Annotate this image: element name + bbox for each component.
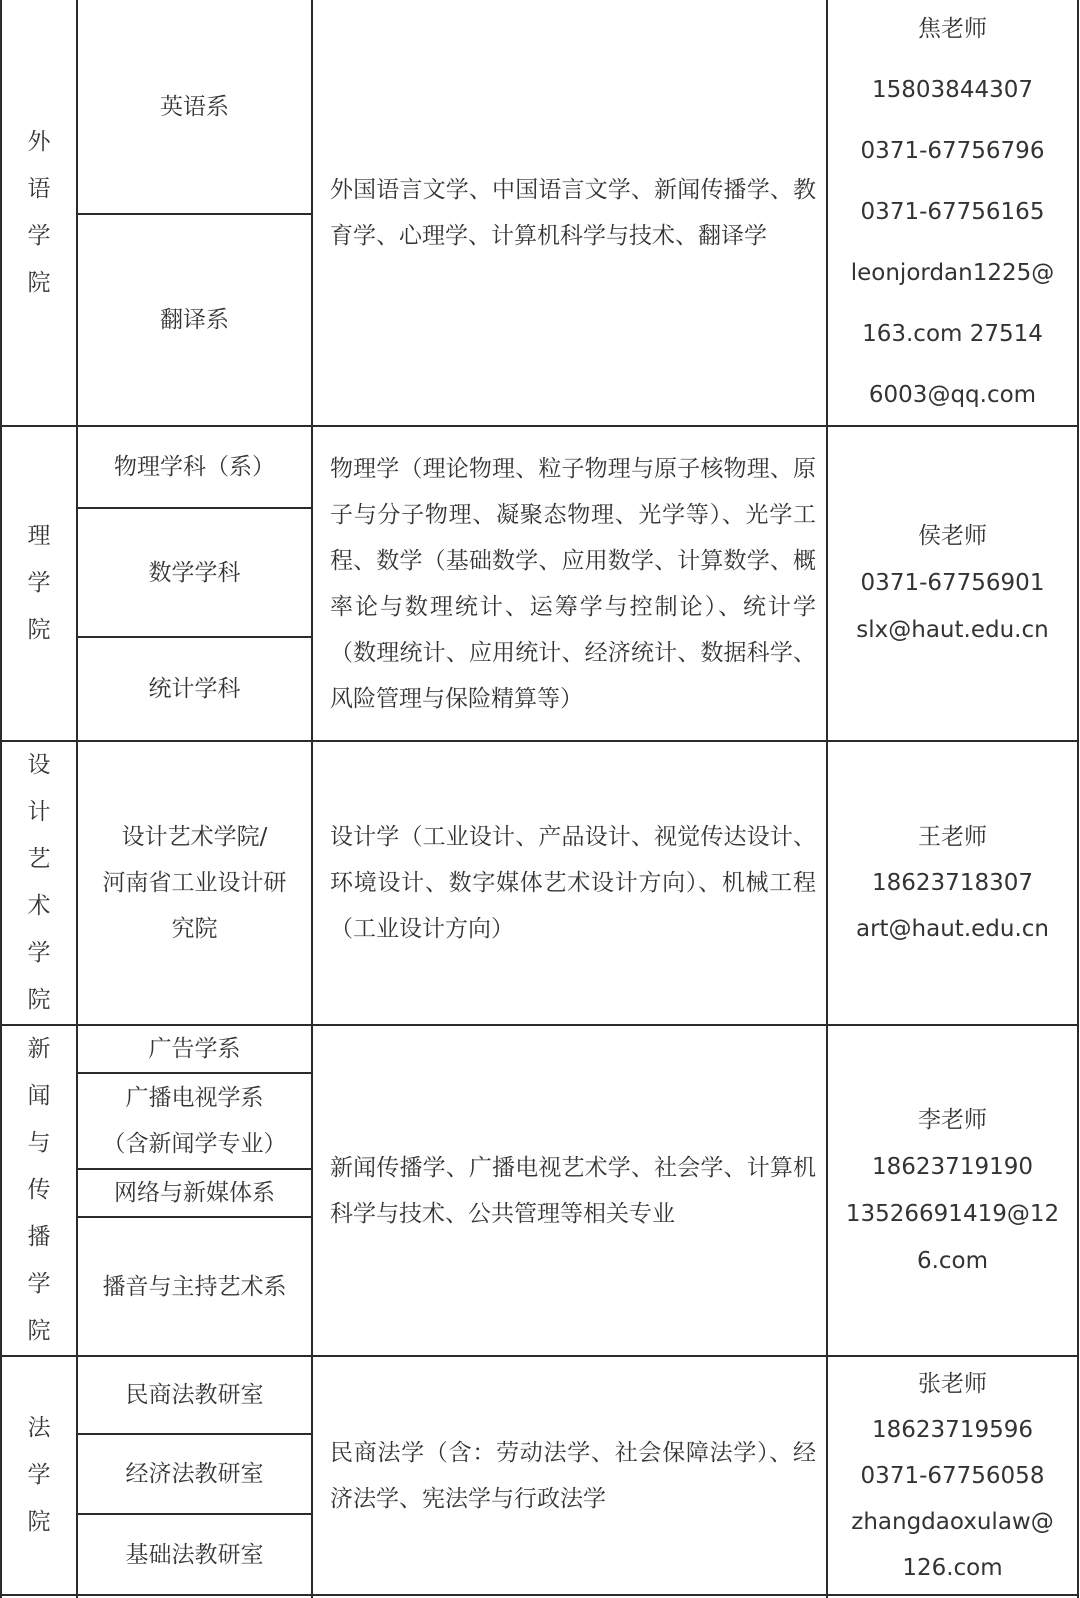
department-cell xyxy=(78,638,311,740)
majors-text: 物理学（理论物理、粒子物理与原子核物理、原子与分子物理、凝聚态物理、光学等）、光学工程、数学（基础数学、应用数学、计算数学、概率论与数理统计、运筹学与控制论）、统计学（数理统计、应用统计、经济统计、数据科学、风险管理与保险精算等） xyxy=(330,455,816,712)
college-name-char: 计 xyxy=(27,799,51,825)
department-cell xyxy=(78,1357,311,1433)
college-name-char: 学 xyxy=(27,222,51,249)
college-name-char: 院 xyxy=(27,1318,51,1344)
department-cell xyxy=(78,1170,311,1216)
college-name-cell xyxy=(2,427,76,740)
contact-phone: 18623718307 xyxy=(872,870,1033,896)
majors-text: 民商法学（含：劳动法学、社会保障法学）、经济法学、宪法学与行政法学 xyxy=(330,1439,816,1512)
contact-teacher: 张老师 xyxy=(918,1370,987,1397)
department-cell xyxy=(78,742,311,1024)
college-name-char: 法 xyxy=(27,1415,51,1441)
contact-teacher: 王老师 xyxy=(918,824,987,850)
college-name-cell xyxy=(2,742,76,1024)
department-name: 广告学系 xyxy=(148,1036,241,1062)
contact-email: 6.com xyxy=(916,1247,989,1274)
contact-teacher: 李老师 xyxy=(918,1106,987,1133)
department-name: 河南省工业设计研 xyxy=(102,870,287,896)
majors-cell xyxy=(313,742,826,1024)
contact-cell xyxy=(828,427,1077,740)
contact-phone: 0371-67756058 xyxy=(860,1462,1045,1489)
college-name-cell xyxy=(2,1357,76,1594)
college-name xyxy=(28,119,51,307)
contact-teacher: 焦老师 xyxy=(918,16,987,42)
department-name: 究院 xyxy=(171,916,218,942)
majors-cell xyxy=(313,0,826,425)
majors-text: 设计学（工业设计、产品设计、视觉传达设计、环境设计、数字媒体艺术设计方向）、机械工程（工业设计方向） xyxy=(330,824,816,942)
college-name-char: 新 xyxy=(27,1036,51,1062)
department-name: 英语系 xyxy=(160,93,229,120)
college-name-char: 术 xyxy=(27,893,51,919)
contact-email: zhangdaoxulaw@ xyxy=(851,1508,1054,1535)
department-name: 基础法教研室 xyxy=(125,1541,264,1568)
department-name: 播音与主持艺术系 xyxy=(102,1273,287,1300)
department-name: 数学学科 xyxy=(148,559,241,586)
college-name xyxy=(28,1026,51,1355)
majors-cell xyxy=(313,1026,826,1355)
college-name-char: 院 xyxy=(27,1509,51,1535)
department-note: （含新闻学专业） xyxy=(102,1131,287,1157)
college-name-cell xyxy=(2,0,76,425)
department-name: 广播电视学系 xyxy=(125,1085,264,1111)
contact-phone: 18623719190 xyxy=(872,1153,1033,1180)
college-name-cell xyxy=(2,1026,76,1355)
college-name-char: 外 xyxy=(27,128,51,155)
majors-cell xyxy=(313,1357,826,1594)
college-name-char: 院 xyxy=(27,269,51,296)
department-name: 翻译系 xyxy=(160,307,229,333)
contact-phone: 0371-67756901 xyxy=(860,570,1045,596)
contact-phone: 15803844307 xyxy=(872,77,1033,103)
contact-cell xyxy=(828,1357,1077,1594)
contact-email: 13526691419@12 xyxy=(845,1200,1060,1227)
contact-phone: 18623719596 xyxy=(872,1416,1033,1443)
college-name xyxy=(28,1405,51,1546)
contact-phone: 0371-67756796 xyxy=(860,138,1045,164)
department-cell xyxy=(78,427,311,507)
contact-email: 163.com 27514 xyxy=(862,321,1043,347)
contact-email: 126.com xyxy=(902,1554,1003,1581)
college-name-char: 学 xyxy=(27,1462,51,1488)
college-name xyxy=(28,513,51,654)
department-name: 设计艺术学院/ xyxy=(121,824,268,850)
contact-cell xyxy=(828,0,1077,425)
college-name-char: 院 xyxy=(27,987,51,1013)
department-cell xyxy=(78,1074,311,1168)
college-name-char: 学 xyxy=(27,570,51,596)
department-name: 经济法教研室 xyxy=(125,1461,264,1487)
college-name-char: 传 xyxy=(27,1177,51,1203)
contact-phone: 0371-67756165 xyxy=(860,199,1045,225)
contact-email: art@haut.edu.cn xyxy=(855,916,1049,942)
college-name-char: 学 xyxy=(27,1271,51,1297)
department-cell xyxy=(78,509,311,636)
contact-email: slx@haut.edu.cn xyxy=(856,617,1049,643)
contact-cell xyxy=(828,742,1077,1024)
department-cell xyxy=(78,0,311,213)
college-name-char: 闻 xyxy=(27,1083,51,1109)
college-name-char: 设 xyxy=(27,752,51,778)
contact-teacher: 侯老师 xyxy=(918,523,987,549)
department-name: 网络与新媒体系 xyxy=(114,1180,275,1206)
college-name-char: 语 xyxy=(27,175,51,202)
department-name: 物理学科（系） xyxy=(114,454,275,480)
contact-email: leonjordan1225@ xyxy=(850,260,1055,286)
college-name-char: 艺 xyxy=(27,846,51,872)
department-cell xyxy=(78,1435,311,1513)
department-cell xyxy=(78,1026,311,1072)
college-name-char: 院 xyxy=(27,617,51,643)
college-name xyxy=(28,742,51,1024)
majors-cell xyxy=(313,427,826,740)
department-name: 统计学科 xyxy=(148,676,241,702)
table-border-bottom xyxy=(0,1594,1079,1596)
college-name-char: 学 xyxy=(27,940,51,966)
department-name: 民商法教研室 xyxy=(125,1382,264,1408)
majors-text: 外国语言文学、中国语言文学、新闻传播学、教育学、心理学、计算机科学与技术、翻译学 xyxy=(330,176,816,249)
table-border-right xyxy=(1077,0,1079,1598)
department-cell xyxy=(78,1515,311,1594)
department-cell xyxy=(78,1218,311,1355)
contact-cell xyxy=(828,1026,1077,1355)
college-name-char: 与 xyxy=(27,1130,51,1156)
college-name-char: 播 xyxy=(27,1224,51,1250)
college-name-char: 理 xyxy=(27,523,51,549)
majors-text: 新闻传播学、广播电视艺术学、社会学、计算机科学与技术、公共管理等相关专业 xyxy=(330,1154,816,1227)
department-cell xyxy=(78,215,311,425)
contact-email: 6003@qq.com xyxy=(868,382,1037,408)
